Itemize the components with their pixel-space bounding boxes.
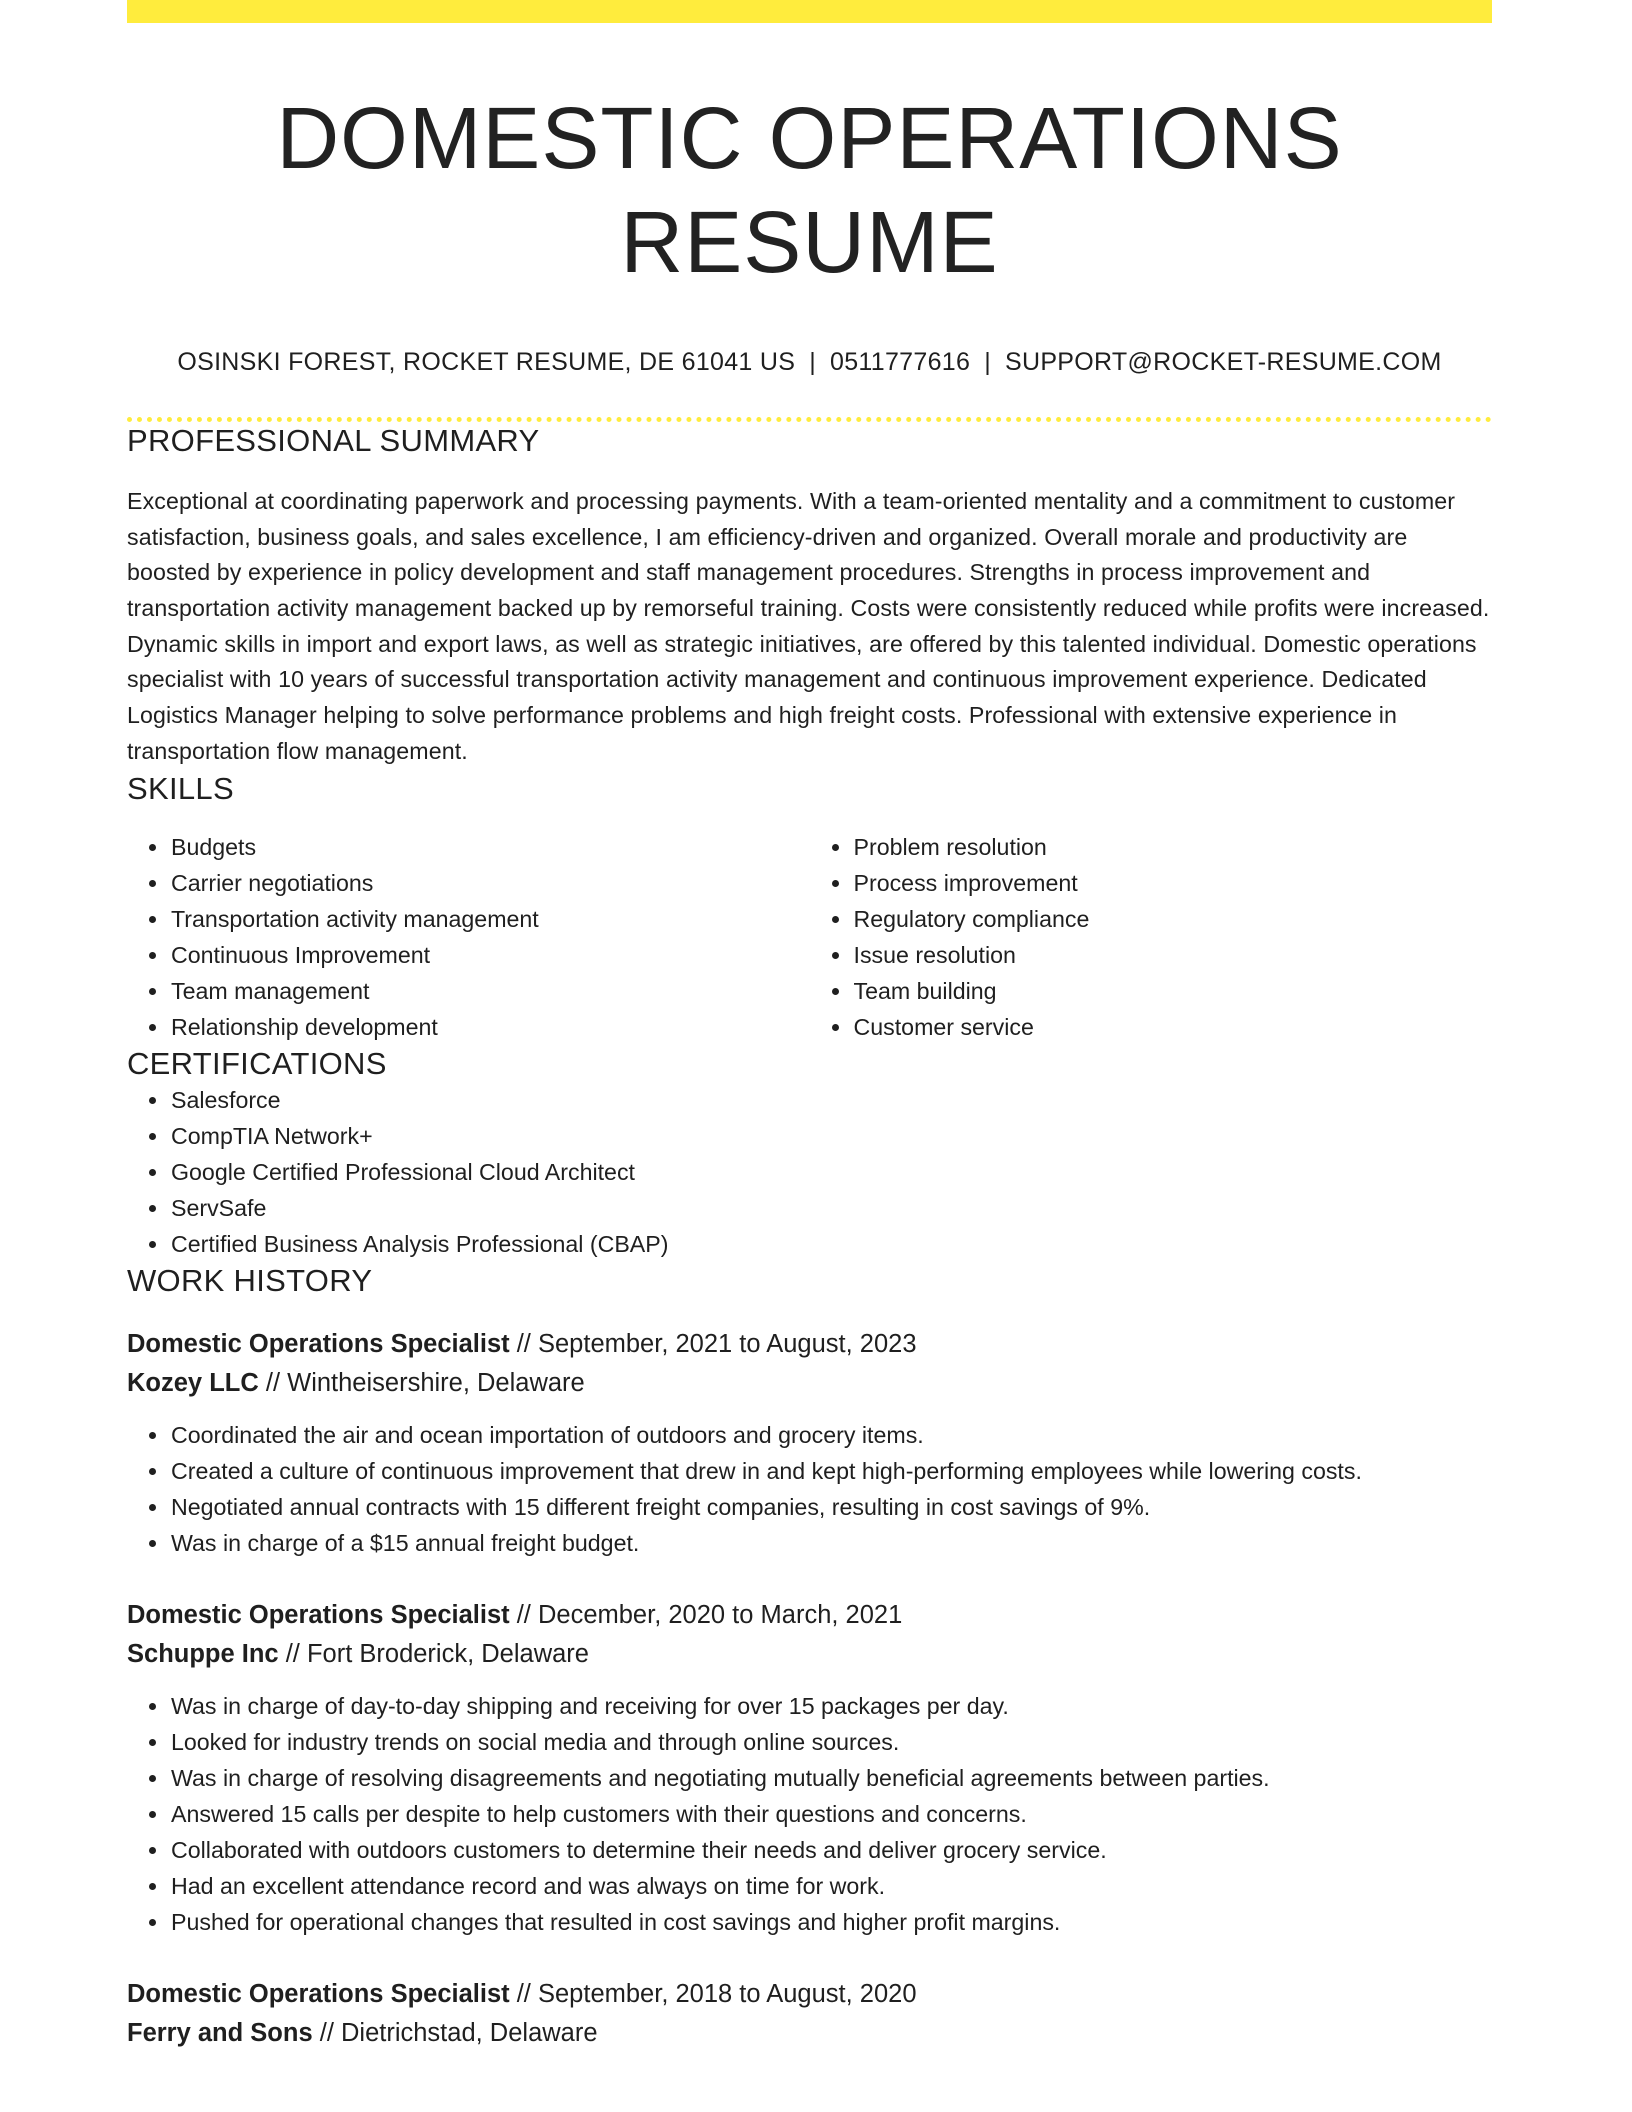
summary-text: Exceptional at coordinating paperwork and processing payments. With a team-oriented mentality and a commitment to customer satisfaction, business goals, and sales excellence, I am efficiency-driven and organized. Overall morale and productivity are boosted by experience in policy development and staff management procedures. Strengths in process improvement and transportation activity management backed up by remorseful training. Costs were consistently reduced while profits were increased. Dynamic skills in import and export laws, as well as strategic initiatives, are offered by this talented individual. Domestic operations specialist with 10 years of successful transportation activity management and continuous improvement experience. Dedicated Logistics Manager helping to solve performance problems and high freight costs. Professional with extensive experience in transportation flow management. bbox=[127, 487, 1490, 764]
job-company-line bbox=[127, 1635, 1492, 1674]
job-role: Domestic Operations Specialist bbox=[127, 1601, 510, 1630]
resume-title: DOMESTIC OPERATIONS RESUME bbox=[276, 90, 1343, 292]
accent-bar bbox=[127, 0, 1492, 23]
contact-line bbox=[127, 348, 1492, 377]
job-bullet: • Created a culture of continuous improvement that drew in and kept high-performing employees while lowering costs. bbox=[170, 1453, 1492, 1489]
job-company: Ferry and Sons bbox=[127, 2019, 313, 2048]
job-bullet: • Negotiated annual contracts with 15 different freight companies, resulting in cost savings of 9%. bbox=[170, 1489, 1492, 1525]
job-separator: // bbox=[516, 1980, 531, 2009]
job-bullet: • Had an excellent attendance record and was always on time for work. bbox=[170, 1868, 1492, 1904]
certification-item: • Google Certified Professional Cloud Architect bbox=[170, 1154, 1492, 1190]
job-bullet: • Answered 15 calls per despite to help customers with their questions and concerns. bbox=[170, 1796, 1492, 1832]
summary-heading: PROFESSIONAL SUMMARY bbox=[127, 422, 540, 458]
skill-item: • Regulatory compliance bbox=[853, 901, 1493, 937]
job-bullet: • Coordinated the air and ocean importation of outdoors and grocery items. bbox=[170, 1417, 1492, 1453]
certification-item: • ServSafe bbox=[170, 1190, 1492, 1226]
certifications-list bbox=[127, 1082, 1492, 1262]
certifications-heading: CERTIFICATIONS bbox=[127, 1045, 387, 1081]
job-location: Wintheisershire, Delaware bbox=[287, 1369, 585, 1398]
job-entry bbox=[127, 1975, 1492, 2053]
job-separator: // bbox=[265, 1369, 281, 1398]
job-title-line bbox=[127, 1596, 1492, 1635]
skills-left-column bbox=[127, 829, 810, 1045]
skill-item: • Carrier negotiations bbox=[170, 865, 810, 901]
work-history-heading: WORK HISTORY bbox=[127, 1262, 373, 1298]
skill-item: • Continuous Improvement bbox=[170, 937, 810, 973]
job-role: Domestic Operations Specialist bbox=[127, 1330, 510, 1359]
certification-item: • CompTIA Network+ bbox=[170, 1118, 1492, 1154]
job-entry bbox=[127, 1325, 1492, 1561]
skill-item: • Issue resolution bbox=[853, 937, 1493, 973]
job-company-line bbox=[127, 2014, 1492, 2053]
job-bullets bbox=[127, 1417, 1492, 1561]
certification-item: • Salesforce bbox=[170, 1082, 1492, 1118]
job-dates: September, 2021 to August, 2023 bbox=[537, 1330, 917, 1359]
job-separator: // bbox=[516, 1330, 531, 1359]
certification-item: • Certified Business Analysis Professional (CBAP) bbox=[170, 1226, 1492, 1262]
job-bullet: • Was in charge of a $15 annual freight budget. bbox=[170, 1525, 1492, 1561]
job-company-line bbox=[127, 1364, 1492, 1403]
skill-item: • Process improvement bbox=[853, 865, 1493, 901]
job-separator: // bbox=[319, 2019, 334, 2048]
job-bullets bbox=[127, 1688, 1492, 1940]
job-bullet: • Was in charge of day-to-day shipping and receiving for over 15 packages per day. bbox=[170, 1688, 1492, 1724]
job-role: Domestic Operations Specialist bbox=[127, 1980, 510, 2009]
phone: 0511777616 bbox=[830, 347, 971, 376]
job-title-line bbox=[127, 1325, 1492, 1364]
skills-list bbox=[127, 829, 1492, 1045]
job-company: Schuppe Inc bbox=[127, 1640, 279, 1669]
skill-item: • Team management bbox=[170, 973, 810, 1009]
skill-item: • Problem resolution bbox=[853, 829, 1493, 865]
skills-heading: SKILLS bbox=[127, 770, 234, 806]
separator: | bbox=[809, 347, 817, 376]
job-dates: December, 2020 to March, 2021 bbox=[537, 1601, 903, 1630]
skill-item: • Transportation activity management bbox=[170, 901, 810, 937]
job-bullet: • Was in charge of resolving disagreements and negotiating mutually beneficial agreements between parties. bbox=[170, 1760, 1492, 1796]
skills-right-column bbox=[810, 829, 1493, 1045]
job-title-line bbox=[127, 1975, 1492, 2014]
separator: | bbox=[984, 347, 991, 376]
job-location: Dietrichstad, Delaware bbox=[341, 2019, 598, 2048]
job-separator: // bbox=[285, 1640, 300, 1669]
skill-item: • Budgets bbox=[170, 829, 810, 865]
job-entry bbox=[127, 1596, 1492, 1940]
job-location: Fort Broderick, Delaware bbox=[306, 1640, 589, 1669]
job-dates: September, 2018 to August, 2020 bbox=[537, 1980, 917, 2009]
resume-page bbox=[127, 0, 1492, 2053]
email: SUPPORT@ROCKET-RESUME.COM bbox=[1005, 347, 1442, 376]
job-separator: // bbox=[516, 1601, 531, 1630]
skill-item: • Customer service bbox=[853, 1009, 1493, 1045]
job-company: Kozey LLC bbox=[127, 1369, 259, 1398]
address: OSINSKI FOREST, ROCKET RESUME, DE 61041 US bbox=[177, 347, 796, 376]
skill-item: • Team building bbox=[853, 973, 1493, 1009]
skill-item: • Relationship development bbox=[170, 1009, 810, 1045]
job-bullet: • Looked for industry trends on social media and through online sources. bbox=[170, 1724, 1492, 1760]
job-bullet: • Collaborated with outdoors customers to determine their needs and deliver grocery service. bbox=[170, 1832, 1492, 1868]
job-bullet: • Pushed for operational changes that resulted in cost savings and higher profit margins. bbox=[170, 1904, 1492, 1940]
